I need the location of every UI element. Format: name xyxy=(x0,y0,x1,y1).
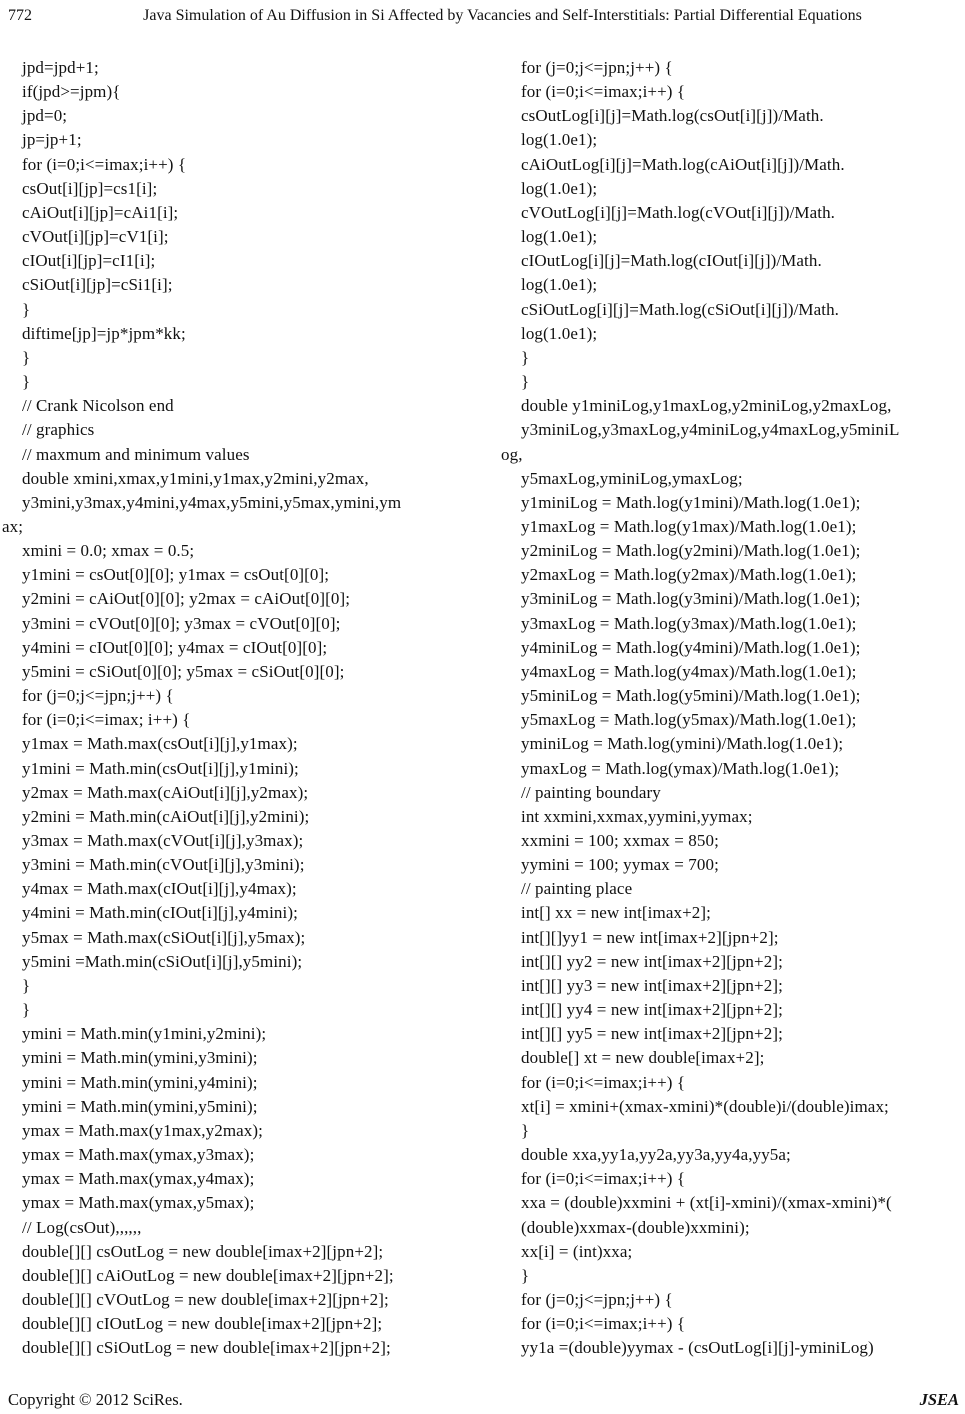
code-line: y3mini = cVOut[0][0]; y3max = cVOut[0][0]; xyxy=(22,613,341,633)
code-line: yy1a =(double)yymax - (csOutLog[i][j]-yminiLog) xyxy=(521,1338,874,1358)
code-line: } xyxy=(521,1265,530,1285)
code-line: log(1.0e1); xyxy=(521,275,598,295)
code-line: } xyxy=(22,299,31,319)
code-line: // painting boundary xyxy=(521,782,661,802)
code-line: y5max = Math.max(cSiOut[i][j],y5max); xyxy=(22,927,306,947)
code-column-right xyxy=(501,56,963,1360)
code-line: diftime[jp]=jp*jpm*kk; xyxy=(22,323,186,343)
code-line: int[][] yy4 = new int[imax+2][jpn+2]; xyxy=(521,1000,783,1020)
code-line: y1miniLog = Math.log(y1mini)/Math.log(1.0e1); xyxy=(521,492,861,512)
code-line: ymaxLog = Math.log(ymax)/Math.log(1.0e1); xyxy=(521,758,840,778)
code-line: } xyxy=(521,1120,530,1140)
code-line: y3mini,y3max,y4mini,y4max,y5mini,y5max,ymini,ym xyxy=(22,492,402,512)
code-line: for (i=0;i<=imax;i++) { xyxy=(521,82,686,102)
code-line: for (j=0;j<=jpn;j++) { xyxy=(22,686,174,706)
code-line: ymini = Math.min(y1mini,y2mini); xyxy=(22,1024,267,1044)
code-line: cIOut[i][jp]=cI1[i]; xyxy=(22,251,156,271)
code-line: ymax = Math.max(ymax,y5max); xyxy=(22,1193,255,1213)
code-line: // painting place xyxy=(521,879,633,899)
code-line: y3maxLog = Math.log(y3max)/Math.log(1.0e1); xyxy=(521,613,857,633)
code-line: log(1.0e1); xyxy=(521,227,598,247)
code-line: int[][] yy5 = new int[imax+2][jpn+2]; xyxy=(521,1024,783,1044)
code-line: for (j=0;j<=jpn;j++) { xyxy=(521,1289,673,1309)
code-line: y2mini = cAiOut[0][0]; y2max = cAiOut[0][0]; xyxy=(22,589,351,609)
code-line: yymini = 100; yymax = 700; xyxy=(521,855,719,875)
code-line: } xyxy=(22,347,31,367)
code-line: y1maxLog = Math.log(y1max)/Math.log(1.0e1); xyxy=(521,516,857,536)
running-head-title: Java Simulation of Au Diffusion in Si Affected by Vacancies and Self-Interstitials: Partial Differential Equations xyxy=(143,7,862,24)
code-line: y4miniLog = Math.log(y4mini)/Math.log(1.0e1); xyxy=(521,637,861,657)
page-footer xyxy=(0,1390,965,1412)
code-line: for (i=0;i<=imax;i++) { xyxy=(521,1314,686,1334)
code-line: for (i=0;i<=imax;i++) { xyxy=(521,1072,686,1092)
code-line: y3miniLog,y3maxLog,y4miniLog,y4maxLog,y5miniL xyxy=(521,420,900,440)
code-line: y5mini = cSiOut[0][0]; y5max = cSiOut[0][0]; xyxy=(22,661,345,681)
code-line: y2miniLog = Math.log(y2mini)/Math.log(1.0e1); xyxy=(521,541,861,561)
code-column-left xyxy=(2,56,490,1360)
code-line: y2maxLog = Math.log(y2max)/Math.log(1.0e1); xyxy=(521,565,857,585)
code-line: int[][]yy1 = new int[imax+2][jpn+2]; xyxy=(521,927,779,947)
page-number: 772 xyxy=(8,7,32,24)
code-line: for (i=0;i<=imax; i++) { xyxy=(22,710,191,730)
code-line: y2mini = Math.min(cAiOut[i][j],y2mini); xyxy=(22,806,310,826)
code-line: y5miniLog = Math.log(y5mini)/Math.log(1.0e1); xyxy=(521,686,861,706)
code-line: cVOut[i][jp]=cV1[i]; xyxy=(22,227,169,247)
code-line: jpd=jpd+1; xyxy=(22,58,99,77)
code-line: ymini = Math.min(ymini,y4mini); xyxy=(22,1072,258,1092)
code-line: int[][] yy3 = new int[imax+2][jpn+2]; xyxy=(521,975,783,995)
code-line: cVOutLog[i][j]=Math.log(cVOut[i][j])/Math. xyxy=(521,202,836,222)
code-line: // Crank Nicolson end xyxy=(22,396,174,416)
code-line: for (i=0;i<=imax;i++) { xyxy=(521,1169,686,1189)
code-line: cAiOutLog[i][j]=Math.log(cAiOut[i][j])/Math. xyxy=(521,154,845,174)
code-line: log(1.0e1); xyxy=(521,323,598,343)
code-line: y3miniLog = Math.log(y3mini)/Math.log(1.0e1); xyxy=(521,589,861,609)
code-line: (double)xxmax-(double)xxmini); xyxy=(521,1217,750,1237)
code-line: int xxmini,xxmax,yymini,yymax; xyxy=(521,806,753,826)
code-line: cSiOutLog[i][j]=Math.log(cSiOut[i][j])/Math. xyxy=(521,299,840,319)
code-line: y5maxLog,yminiLog,ymaxLog; xyxy=(521,468,743,488)
code-line: } xyxy=(22,372,31,392)
code-line: double[] xt = new double[imax+2]; xyxy=(521,1048,765,1068)
code-line: int[] xx = new int[imax+2]; xyxy=(521,903,711,923)
code-line: double y1miniLog,y1maxLog,y2miniLog,y2maxLog, xyxy=(521,396,892,416)
copyright-text: Copyright © 2012 SciRes. xyxy=(8,1390,183,1409)
code-line: ymax = Math.max(ymax,y4max); xyxy=(22,1169,255,1189)
code-line: xxa = (double)xxmini + (xt[i]-xmini)/(xmax-xmini)*( xyxy=(521,1193,892,1213)
code-line: log(1.0e1); xyxy=(521,130,598,150)
code-line: xt[i] = xmini+(xmax-xmini)*(double)i/(double)imax; xyxy=(521,1096,889,1116)
code-line: y4mini = Math.min(cIOut[i][j],y4mini); xyxy=(22,903,298,923)
code-line: y5mini =Math.min(cSiOut[i][j],y5mini); xyxy=(22,951,303,971)
code-line: y3mini = Math.min(cVOut[i][j],y3mini); xyxy=(22,855,305,875)
code-line: xxmini = 100; xxmax = 850; xyxy=(521,831,719,850)
code-line: } xyxy=(521,372,530,392)
page-header xyxy=(0,6,965,30)
code-line: jp=jp+1; xyxy=(22,130,82,150)
code-line: ymax = Math.max(ymax,y3max); xyxy=(22,1145,255,1165)
code-line: // Log(csOut),,,,,, xyxy=(22,1217,142,1237)
code-line: yminiLog = Math.log(ymini)/Math.log(1.0e1); xyxy=(521,734,844,754)
code-line: cSiOut[i][jp]=cSi1[i]; xyxy=(22,275,173,295)
code-line: ymini = Math.min(ymini,y5mini); xyxy=(22,1096,258,1116)
code-line: double[][] cVOutLog = new double[imax+2][jpn+2]; xyxy=(22,1289,389,1309)
code-line: for (i=0;i<=imax;i++) { xyxy=(22,154,187,174)
code-line: ymax = Math.max(y1max,y2max); xyxy=(22,1120,263,1140)
code-line: // maxmum and minimum values xyxy=(22,444,250,464)
code-line: y1mini = Math.min(csOut[i][j],y1mini); xyxy=(22,758,299,778)
code-line: cIOutLog[i][j]=Math.log(cIOut[i][j])/Math. xyxy=(521,251,822,271)
code-line: csOutLog[i][j]=Math.log(csOut[i][j])/Math. xyxy=(521,106,824,126)
code-line: xmini = 0.0; xmax = 0.5; xyxy=(22,541,195,561)
code-line: } xyxy=(22,975,31,995)
code-line: csOut[i][jp]=cs1[i]; xyxy=(22,178,158,198)
code-line: og, xyxy=(501,444,523,464)
code-line: double[][] cIOutLog = new double[imax+2][jpn+2]; xyxy=(22,1314,383,1334)
code-line: } xyxy=(22,1000,31,1020)
code-line: y4max = Math.max(cIOut[i][j],y4max); xyxy=(22,879,297,899)
code-line: y4mini = cIOut[0][0]; y4max = cIOut[0][0]; xyxy=(22,637,328,657)
code-line: xx[i] = (int)xxa; xyxy=(521,1241,633,1261)
journal-abbreviation: JSEA xyxy=(919,1390,959,1409)
code-line: if(jpd>=jpm){ xyxy=(22,82,121,102)
code-line: y1max = Math.max(csOut[i][j],y1max); xyxy=(22,734,298,754)
code-line: jpd=0; xyxy=(22,106,68,126)
code-line: y2max = Math.max(cAiOut[i][j],y2max); xyxy=(22,782,309,802)
code-line: double[][] cSiOutLog = new double[imax+2][jpn+2]; xyxy=(22,1338,391,1358)
code-line: log(1.0e1); xyxy=(521,178,598,198)
code-line: y4maxLog = Math.log(y4max)/Math.log(1.0e1); xyxy=(521,661,857,681)
code-line: ymini = Math.min(ymini,y3mini); xyxy=(22,1048,258,1068)
code-line: y3max = Math.max(cVOut[i][j],y3max); xyxy=(22,831,304,850)
code-line: y5maxLog = Math.log(y5max)/Math.log(1.0e1); xyxy=(521,710,857,730)
code-line: double xmini,xmax,y1mini,y1max,y2mini,y2max, xyxy=(22,468,369,488)
code-line: for (j=0;j<=jpn;j++) { xyxy=(521,58,673,77)
code-line: double[][] csOutLog = new double[imax+2][jpn+2]; xyxy=(22,1241,384,1261)
code-line: } xyxy=(521,347,530,367)
code-line: int[][] yy2 = new int[imax+2][jpn+2]; xyxy=(521,951,783,971)
code-line: // graphics xyxy=(22,420,95,440)
code-line: double xxa,yy1a,yy2a,yy3a,yy4a,yy5a; xyxy=(521,1145,791,1165)
code-line: y1mini = csOut[0][0]; y1max = csOut[0][0]; xyxy=(22,565,330,585)
code-line: cAiOut[i][jp]=cAi1[i]; xyxy=(22,202,179,222)
code-line: ax; xyxy=(2,516,24,536)
code-line: double[][] cAiOutLog = new double[imax+2][jpn+2]; xyxy=(22,1265,394,1285)
